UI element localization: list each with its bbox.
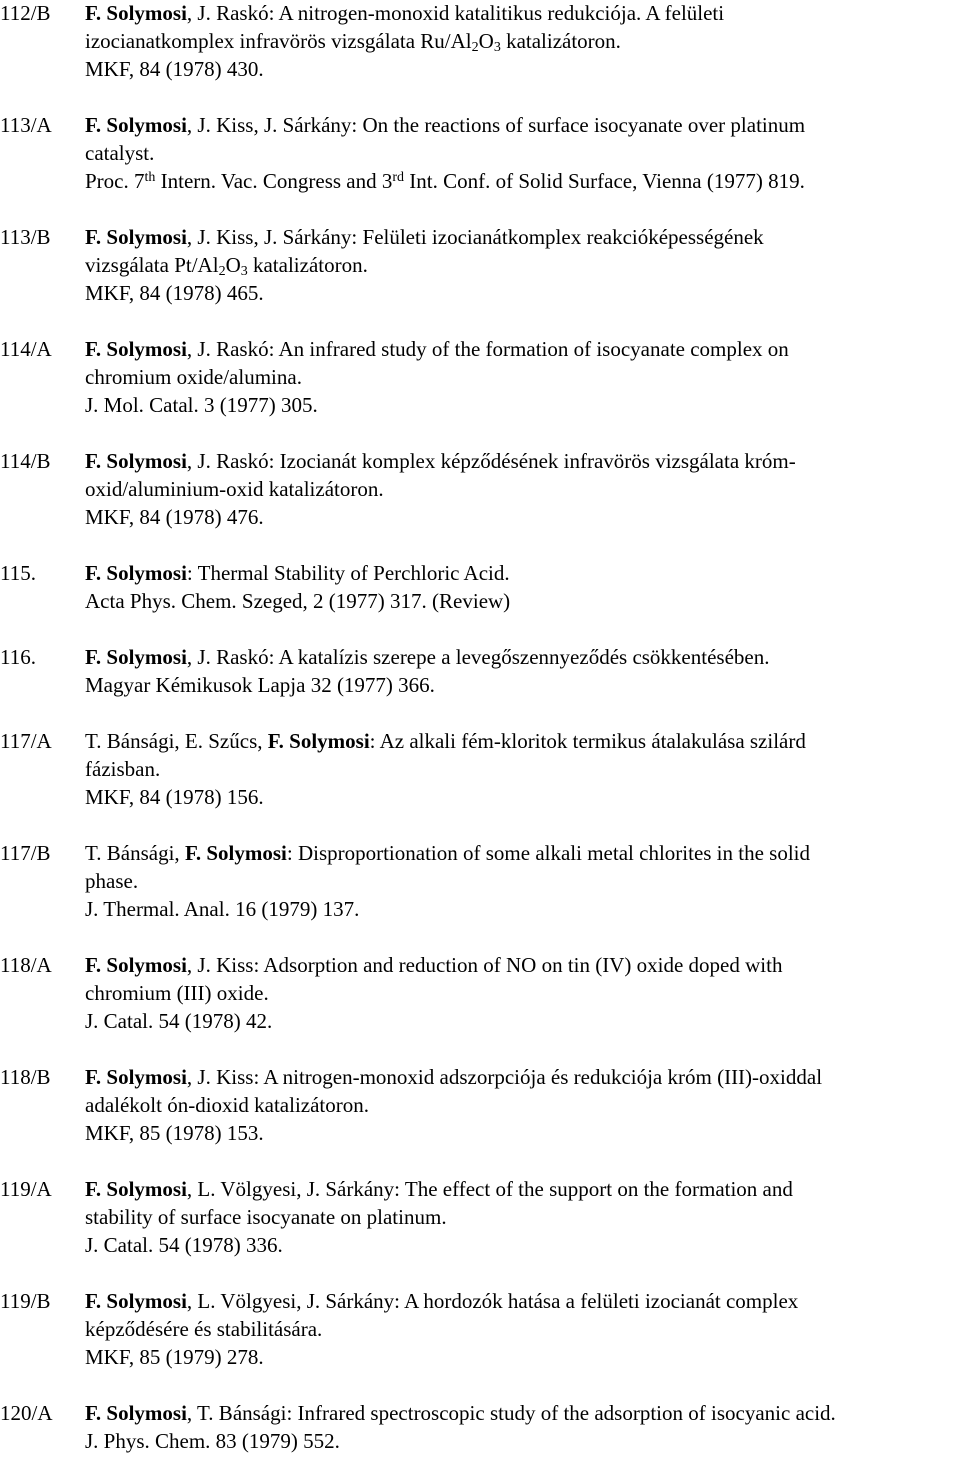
publication-entry <box>0 447 960 531</box>
author-highlight: F. Solymosi <box>85 645 187 669</box>
author-highlight: F. Solymosi <box>85 1 187 25</box>
citation-line <box>85 1231 960 1259</box>
subscript: 2 <box>471 40 479 55</box>
author-highlight: F. Solymosi <box>85 113 187 137</box>
superscript: th <box>144 170 156 185</box>
citation-text: MKF, 84 (1978) 476. <box>85 505 264 529</box>
citation-text: chromium oxide/alumina. <box>85 365 302 389</box>
entry-number: 116. <box>0 645 36 669</box>
citation-text: Intern. Vac. Congress and 3 <box>155 169 393 193</box>
subscript: 3 <box>493 40 501 55</box>
citation-text: Magyar Kémikusok Lapja 32 (1977) 366. <box>85 673 435 697</box>
citation-text: MKF, 85 (1979) 278. <box>85 1345 264 1369</box>
citation-line <box>85 223 960 251</box>
citation-text: vizsgálata Pt/Al <box>85 253 219 277</box>
citation-line <box>85 139 960 167</box>
publication-entry <box>0 951 960 1035</box>
citation-line <box>85 1119 960 1147</box>
citation-line <box>85 363 960 391</box>
citation-line <box>85 447 960 475</box>
entry-citation <box>85 335 960 419</box>
citation-text: , T. Bánsági: Infrared spectroscopic study of the adsorption of isocyanic acid. <box>186 1401 836 1425</box>
citation-text: MKF, 84 (1978) 430. <box>85 57 264 81</box>
author-highlight: F. Solymosi <box>85 449 187 473</box>
superscript: rd <box>392 170 405 185</box>
entry-citation <box>85 223 960 307</box>
citation-line <box>85 1091 960 1119</box>
citation-text: T. Bánsági, <box>85 841 185 865</box>
citation-line <box>85 979 960 1007</box>
citation-text: , J. Raskó: A nitrogen-monoxid katalitikus redukciója. A felületi <box>186 1 725 25</box>
publication-entry <box>0 111 960 195</box>
entry-number: 115. <box>0 561 36 585</box>
citation-text: : Disproportionation of some alkali metal chlorites in the solid <box>286 841 811 865</box>
citation-line <box>85 475 960 503</box>
citation-text: O <box>478 29 494 53</box>
citation-line <box>85 111 960 139</box>
author-highlight: F. Solymosi <box>85 561 187 585</box>
citation-text: J. Phys. Chem. 83 (1979) 552. <box>85 1429 340 1453</box>
citation-text: , J. Raskó: Izocianát komplex képződésének infravörös vizsgálata króm- <box>186 449 796 473</box>
citation-text: MKF, 85 (1978) 153. <box>85 1121 264 1145</box>
citation-line <box>85 867 960 895</box>
publication-entry <box>0 223 960 307</box>
entry-citation <box>85 0 960 83</box>
citation-line <box>85 1203 960 1231</box>
publication-entry <box>0 727 960 811</box>
citation-text: fázisban. <box>85 757 161 781</box>
citation-text: J. Thermal. Anal. 16 (1979) 137. <box>85 897 360 921</box>
entry-number: 119/B <box>0 1289 51 1313</box>
citation-line <box>85 335 960 363</box>
entry-citation <box>85 1175 960 1259</box>
citation-text: izocianatkomplex infravörös vizsgálata Ru/Al <box>85 29 472 53</box>
citation-line <box>85 391 960 419</box>
citation-line <box>85 587 960 615</box>
entry-citation <box>85 111 960 195</box>
entry-citation <box>85 1063 960 1147</box>
author-highlight: F. Solymosi <box>85 1289 187 1313</box>
entry-number: 114/B <box>0 449 51 473</box>
publication-entry <box>0 839 960 923</box>
citation-text: T. Bánsági, E. Szűcs, <box>85 729 268 753</box>
publication-entry <box>0 559 960 615</box>
entry-number: 117/B <box>0 841 51 865</box>
citation-text: katalizátoron. <box>247 253 368 277</box>
citation-text: : Az alkali fém-kloritok termikus átalakulása szilárd <box>369 729 806 753</box>
publication-entry <box>0 1399 960 1455</box>
citation-text: , J. Raskó: An infrared study of the formation of isocyanate complex on <box>186 337 789 361</box>
author-highlight: F. Solymosi <box>85 1065 187 1089</box>
citation-text: phase. <box>85 869 139 893</box>
citation-line <box>85 1287 960 1315</box>
citation-text: katalizátoron. <box>500 29 621 53</box>
citation-text: O <box>225 253 241 277</box>
citation-line <box>85 895 960 923</box>
entry-number: 120/A <box>0 1401 53 1425</box>
citation-text: Proc. 7 <box>85 169 145 193</box>
citation-line <box>85 951 960 979</box>
publication-entry <box>0 0 960 83</box>
entry-number: 118/A <box>0 953 52 977</box>
entry-citation <box>85 951 960 1035</box>
citation-line <box>85 1399 960 1427</box>
entry-citation <box>85 559 960 615</box>
subscript: 3 <box>240 264 248 279</box>
citation-text: Int. Conf. of Solid Surface, Vienna (1977) 819. <box>404 169 805 193</box>
publication-entry <box>0 1063 960 1147</box>
entry-number: 113/A <box>0 113 52 137</box>
entry-number: 117/A <box>0 729 52 753</box>
citation-line <box>85 671 960 699</box>
citation-text: Acta Phys. Chem. Szeged, 2 (1977) 317. (Review) <box>85 589 511 613</box>
publication-entry <box>0 1287 960 1371</box>
publication-entry <box>0 643 960 699</box>
entry-citation <box>85 447 960 531</box>
entry-number: 113/B <box>0 225 51 249</box>
author-highlight: F. Solymosi <box>184 841 287 865</box>
citation-line <box>85 55 960 83</box>
subscript: 2 <box>218 264 226 279</box>
citation-text: , J. Kiss: A nitrogen-monoxid adszorpciója és redukciója króm (III)-oxiddal <box>186 1065 823 1089</box>
citation-line <box>85 1007 960 1035</box>
citation-text: adalékolt ón-dioxid katalizátoron. <box>85 1093 369 1117</box>
citation-line <box>85 839 960 867</box>
citation-line <box>85 279 960 307</box>
author-highlight: F. Solymosi <box>85 1177 187 1201</box>
citation-line <box>85 503 960 531</box>
citation-text: : Thermal Stability of Perchloric Acid. <box>186 561 510 585</box>
publication-entry <box>0 1175 960 1259</box>
citation-text: stability of surface isocyanate on platinum. <box>85 1205 447 1229</box>
citation-text: képződésére és stabilitására. <box>85 1317 323 1341</box>
citation-text: , J. Kiss, J. Sárkány: On the reactions of surface isocyanate over platinum <box>186 113 806 137</box>
citation-line <box>85 1343 960 1371</box>
citation-line <box>85 783 960 811</box>
author-highlight: F. Solymosi <box>85 337 187 361</box>
citation-line <box>85 1175 960 1203</box>
citation-line <box>85 1063 960 1091</box>
citation-text: catalyst. <box>85 141 155 165</box>
citation-line <box>85 27 960 55</box>
entry-number: 114/A <box>0 337 52 361</box>
citation-text: oxid/aluminium-oxid katalizátoron. <box>85 477 384 501</box>
citation-text: , L. Völgyesi, J. Sárkány: A hordozók hatása a felületi izocianát complex <box>186 1289 799 1313</box>
citation-line <box>85 0 960 27</box>
author-highlight: F. Solymosi <box>85 225 187 249</box>
citation-text: MKF, 84 (1978) 465. <box>85 281 264 305</box>
entry-citation <box>85 643 960 699</box>
citation-line <box>85 755 960 783</box>
publication-entry <box>0 335 960 419</box>
citation-text: , J. Kiss: Adsorption and reduction of NO on tin (IV) oxide doped with <box>186 953 783 977</box>
entry-number: 118/B <box>0 1065 51 1089</box>
citation-line <box>85 643 960 671</box>
citation-line <box>85 1315 960 1343</box>
entry-citation <box>85 1287 960 1371</box>
entry-citation <box>85 839 960 923</box>
citation-line <box>85 167 960 195</box>
citation-line <box>85 251 960 279</box>
entry-number: 119/A <box>0 1177 52 1201</box>
citation-text: J. Catal. 54 (1978) 336. <box>85 1233 283 1257</box>
citation-text: , J. Raskó: A katalízis szerepe a levegőszennyeződés csökkentésében. <box>186 645 770 669</box>
citation-text: J. Mol. Catal. 3 (1977) 305. <box>85 393 318 417</box>
citation-line <box>85 559 960 587</box>
entry-number: 112/B <box>0 1 51 25</box>
citation-line <box>85 1427 960 1455</box>
citation-text: , J. Kiss, J. Sárkány: Felületi izocianátkomplex reakcióképességének <box>186 225 764 249</box>
citation-line <box>85 727 960 755</box>
citation-text: MKF, 84 (1978) 156. <box>85 785 264 809</box>
citation-text: J. Catal. 54 (1978) 42. <box>85 1009 273 1033</box>
author-highlight: F. Solymosi <box>267 729 370 753</box>
citation-text: , L. Völgyesi, J. Sárkány: The effect of the support on the formation and <box>186 1177 793 1201</box>
author-highlight: F. Solymosi <box>85 1401 187 1425</box>
entry-citation <box>85 1399 960 1455</box>
entry-citation <box>85 727 960 811</box>
citation-text: chromium (III) oxide. <box>85 981 269 1005</box>
author-highlight: F. Solymosi <box>85 953 187 977</box>
